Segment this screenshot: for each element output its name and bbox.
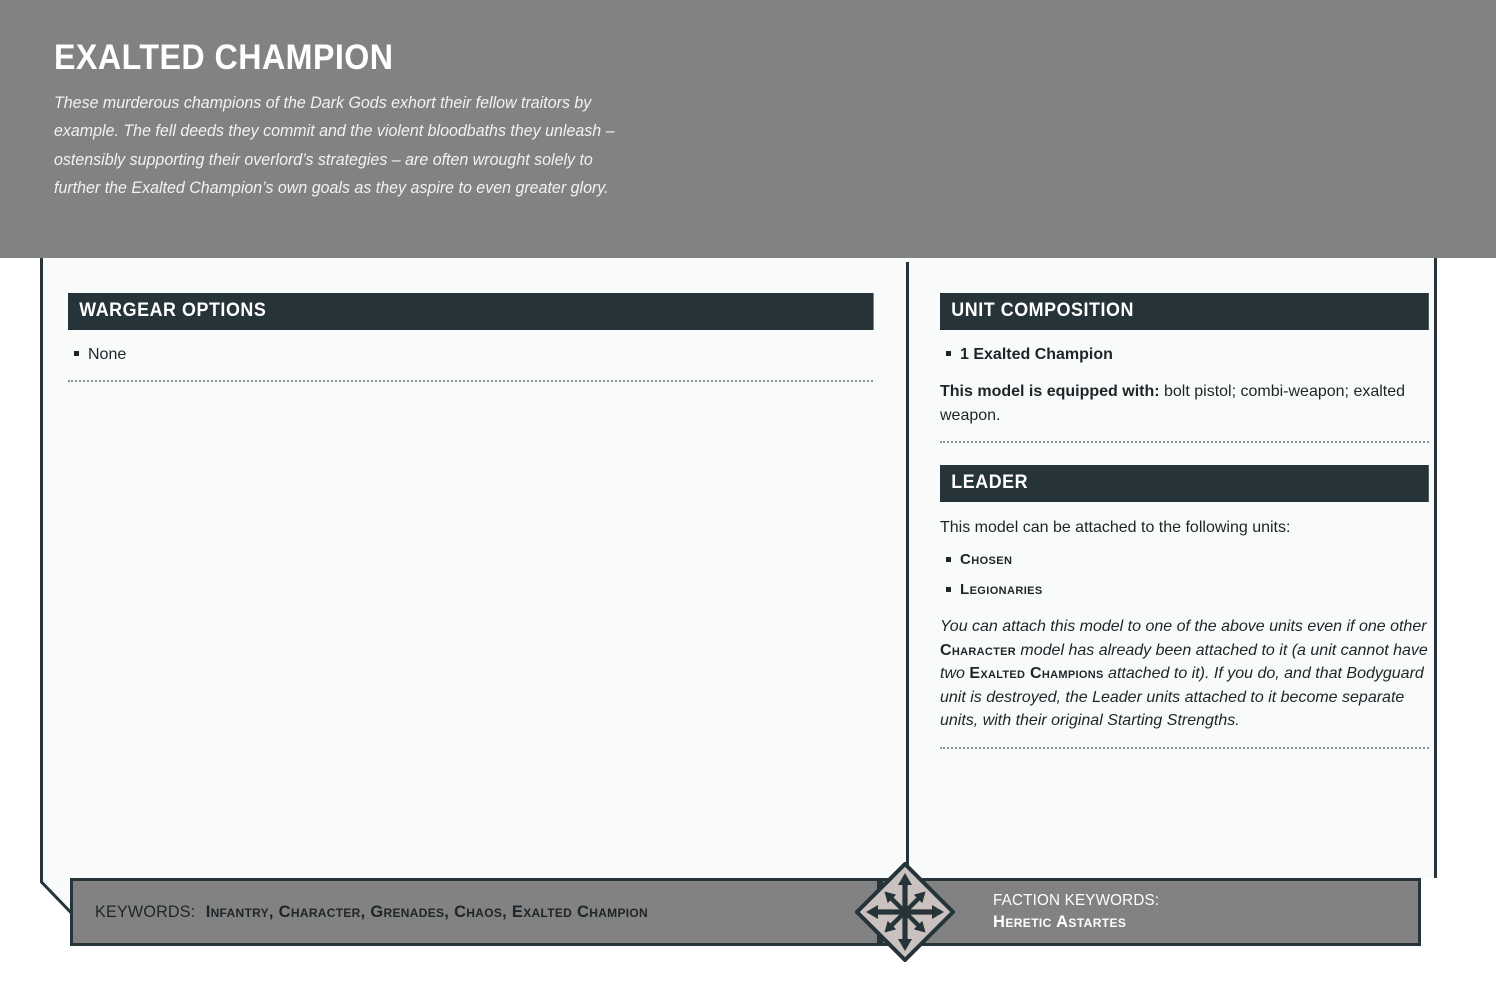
keywords-values: Infantry, Character, Grenades, Chaos, Exalted Champion (205, 902, 649, 921)
leader-header: LEADER (940, 465, 1429, 502)
unit-composition-list (940, 343, 1429, 366)
leader-note-part1: You can attach this model to one of the above units even if one other (940, 618, 1427, 636)
leader-note-part3: attached to it). If you do, and that Bodyguard unit is destroyed, the Leader units attached to it become separate units, with their original Starting Strengths. (940, 665, 1424, 730)
wargear-options-section (68, 293, 873, 382)
leader-note-paragraph (940, 615, 1429, 733)
header-text-block (54, 40, 774, 202)
section-divider (68, 380, 873, 382)
page-title: EXALTED CHAMPION (54, 38, 394, 77)
list-item: None (68, 343, 873, 366)
section-divider (940, 441, 1429, 443)
leader-intro-text: This model can be attached to the following units: (940, 519, 1291, 537)
leader-section (940, 465, 1429, 749)
faction-keywords-bar (880, 878, 1421, 946)
keyword-exalted-champions: Exalted Champions (969, 665, 1104, 683)
equipped-with-text: bolt pistol; combi-weapon; exalted weapon. (940, 383, 1406, 424)
section-divider (940, 747, 1429, 749)
keywords-label: KEYWORDS: (95, 902, 196, 921)
unit-composition-section (940, 293, 1429, 443)
list-item: Chosen (940, 549, 1429, 571)
unit-flavour-text: These murderous champions of the Dark Gods exhort their fellow traitors by example. The fell deeds they commit and the violent bloodbaths they unleash – ostensibly supporting their overlord’s strategies – are often wrought solely to further the Exalted Champion’s own goals as they aspire to even greater glory. (54, 93, 615, 197)
keyword-character: Character (940, 641, 1016, 659)
faction-keywords-values: Heretic Astartes (993, 912, 1127, 931)
unit-composition-header: UNIT COMPOSITION (940, 293, 1429, 330)
leader-note-part2: model has already been attached to it (a unit cannot have two (940, 641, 1428, 683)
leader-units-list (940, 549, 1429, 602)
chaos-star-icon (855, 862, 955, 962)
datasheet-header (0, 0, 1496, 258)
equipped-with-label: This model is equipped with: (940, 383, 1160, 401)
equipped-with-paragraph (940, 380, 1429, 427)
right-column (940, 293, 1429, 749)
wargear-options-list (68, 343, 873, 366)
column-divider (906, 262, 909, 876)
wargear-options-header: WARGEAR OPTIONS (68, 293, 873, 330)
left-column (68, 293, 873, 382)
faction-keywords-label: FACTION KEYWORDS: (993, 892, 1160, 910)
keywords-bar (70, 878, 880, 946)
list-item: Legionaries (940, 579, 1429, 601)
list-item: 1 Exalted Champion (940, 343, 1429, 366)
